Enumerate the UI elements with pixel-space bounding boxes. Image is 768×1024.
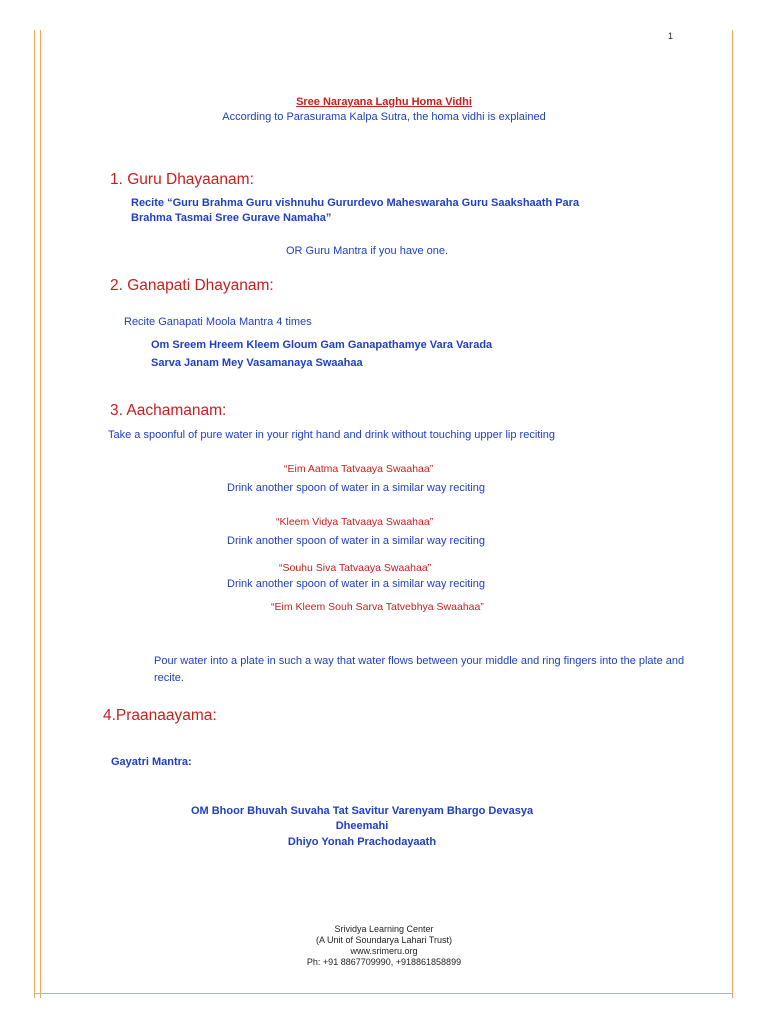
aachamanam-mantra-3: “Souhu Siva Tatvaaya Swaahaa” bbox=[279, 562, 432, 574]
section-heading-praanaayama: 4.Praanaayama: bbox=[103, 707, 217, 724]
footer-phone: Ph: +91 8867709990, +918861858899 bbox=[306, 957, 462, 967]
aachamanam-instruction-1: Drink another spoon of water in a similar way reciting bbox=[227, 482, 486, 494]
section-heading-ganapati-dhayanam: 2. Ganapati Dhayanam: bbox=[110, 277, 274, 294]
gayatri-line-2: Dheemahi bbox=[335, 820, 389, 832]
gayatri-line-1: OM Bhoor Bhuvah Suvaha Tat Savitur Varenyam Bhargo Devasya bbox=[190, 805, 534, 817]
pour-water-line-1: Pour water into a plate in such a way that water flows between your middle and ring fingers into the plate and bbox=[154, 655, 685, 667]
footer-org-unit: (A Unit of Soundarya Lahari Trust) bbox=[315, 935, 453, 945]
document-title: Sree Narayana Laghu Homa Vidhi bbox=[296, 96, 472, 108]
right-margin-line bbox=[732, 30, 733, 998]
pour-water-line-2: recite. bbox=[154, 672, 184, 684]
gayatri-label: Gayatri Mantra: bbox=[111, 756, 192, 768]
document-subtitle: According to Parasurama Kalpa Sutra, the homa vidhi is explained bbox=[222, 111, 546, 123]
gayatri-line-3: Dhiyo Yonah Prachodayaath bbox=[287, 836, 437, 848]
left-margin-line-inner bbox=[40, 30, 41, 998]
ganapati-intro: Recite Ganapati Moola Mantra 4 times bbox=[124, 316, 312, 328]
section-heading-aachamanam: 3. Aachamanam: bbox=[110, 402, 227, 419]
aachamanam-mantra-1: “Eim Aatma Tatvaaya Swaahaa” bbox=[284, 463, 434, 475]
left-margin-line bbox=[34, 30, 35, 998]
footer-website: www.srimeru.org bbox=[350, 946, 418, 956]
guru-mantra-note: OR Guru Mantra if you have one. bbox=[286, 245, 449, 257]
aachamanam-instruction-2: Drink another spoon of water in a similar way reciting bbox=[227, 535, 486, 547]
ganapati-mantra-line-1: Om Sreem Hreem Kleem Gloum Gam Ganapathamye Vara Varada bbox=[151, 339, 493, 351]
aachamanam-instruction-3: Drink another spoon of water in a similar way reciting bbox=[227, 578, 486, 590]
guru-recite-line-1: Recite “Guru Brahma Guru vishnuhu Gururdevo Maheswaraha Guru Saakshaath Para bbox=[131, 197, 580, 209]
ganapati-mantra-line-2: Sarva Janam Mey Vasamanaya Swaahaa bbox=[151, 357, 363, 369]
aachamanam-mantra-4: “Eim Kleem Souh Sarva Tatvebhya Swaahaa” bbox=[271, 601, 484, 613]
section-heading-guru-dhayaanam: 1. Guru Dhayaanam: bbox=[110, 171, 254, 188]
aachamanam-intro: Take a spoonful of pure water in your right hand and drink without touching upper lip reciting bbox=[108, 429, 555, 441]
aachamanam-mantra-2: “Kleem Vidya Tatvaaya Swaahaa” bbox=[276, 516, 434, 528]
footer-org-name: Srividya Learning Center bbox=[334, 924, 434, 934]
bottom-margin-line bbox=[34, 993, 733, 994]
page-number: 1 bbox=[668, 31, 674, 41]
guru-recite-line-2: Brahma Tasmai Sree Gurave Namaha” bbox=[131, 212, 332, 224]
